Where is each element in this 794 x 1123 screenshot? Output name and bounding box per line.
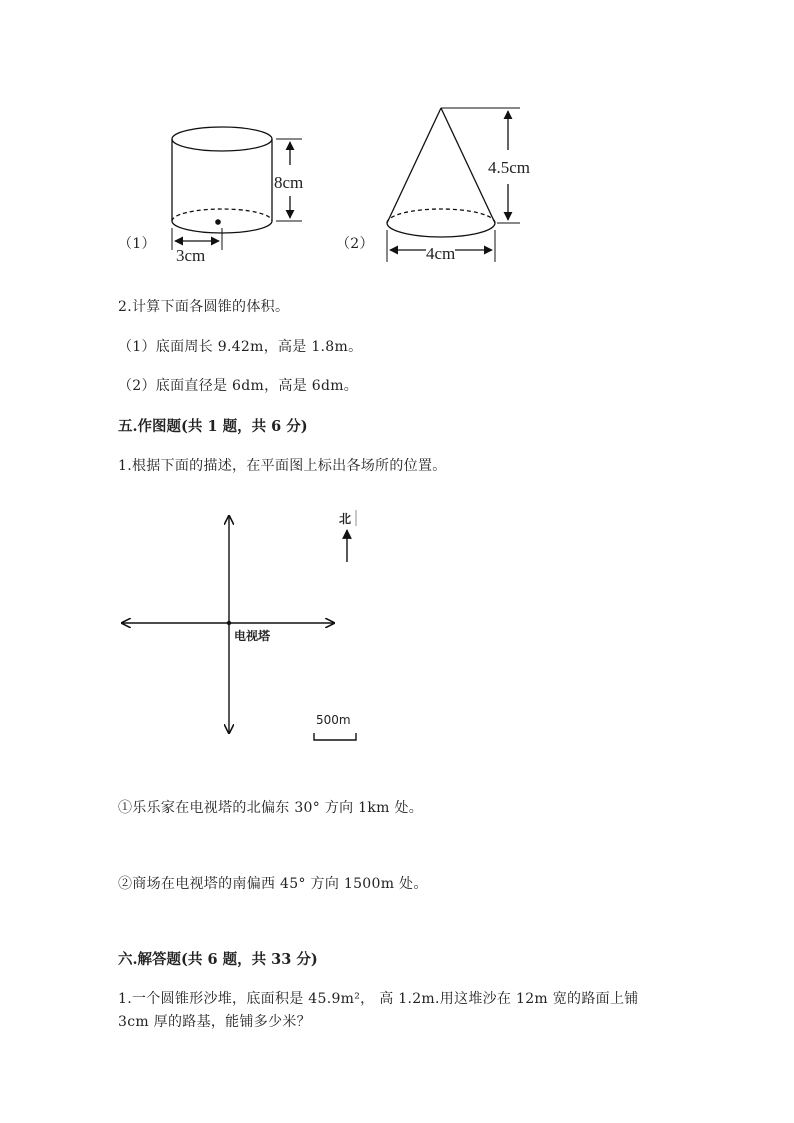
q2-title: 2.计算下面各圆锥的体积。 <box>118 299 290 315</box>
north-label: 北 <box>339 512 352 526</box>
cone-base-front <box>387 223 495 237</box>
cone-height-label: 4.5cm <box>488 158 531 177</box>
section5-item-2: ②商场在电视塔的南偏西 45° 方向 1500m 处。 <box>118 876 428 892</box>
geometry-figures <box>0 0 794 300</box>
cylinder-center-dot <box>215 219 221 225</box>
tv-tower-label: 电视塔 <box>234 629 271 643</box>
section6-heading: 六.解答题(共 6 题，共 33 分) <box>118 951 318 968</box>
section5-heading: 五.作图题(共 1 题，共 6 分) <box>118 418 308 435</box>
section5-item-1: ①乐乐家在电视塔的北偏东 30° 方向 1km 处。 <box>118 800 424 816</box>
scale-label: 500m <box>316 713 351 727</box>
q2-item-1: （1）底面周长 9.42m，高是 1.8m。 <box>118 339 363 355</box>
cone-base-back <box>387 209 495 223</box>
scale-bar <box>314 733 356 740</box>
cylinder-number-label: （1） <box>118 236 156 252</box>
cylinder-bottom-back <box>172 209 272 221</box>
section6-q1-line1: 1.一个圆锥形沙堆，底面积是 45.9m²， 高 1.2m.用这堆沙在 12m 宽的路面上铺 <box>118 991 639 1007</box>
cylinder-height-label: 8cm <box>274 173 304 192</box>
cylinder-top-ellipse <box>172 127 272 151</box>
cone-figure <box>387 108 520 262</box>
cone-diameter-label: 4cm <box>426 244 456 263</box>
section5-q1-text: 1.根据下面的描述，在平面图上标出各场所的位置。 <box>118 458 447 474</box>
cylinder-radius-label: 3cm <box>176 246 206 265</box>
cone-number-label: （2） <box>336 236 374 252</box>
cone-right-slant <box>441 108 495 223</box>
cone-left-slant <box>387 108 441 223</box>
q2-item-2: （2）底面直径是 6dm，高是 6dm。 <box>118 378 359 394</box>
map-center-point <box>227 621 231 625</box>
section6-q1-line2: 3cm 厚的路基，能铺多少米？ <box>118 1014 311 1030</box>
